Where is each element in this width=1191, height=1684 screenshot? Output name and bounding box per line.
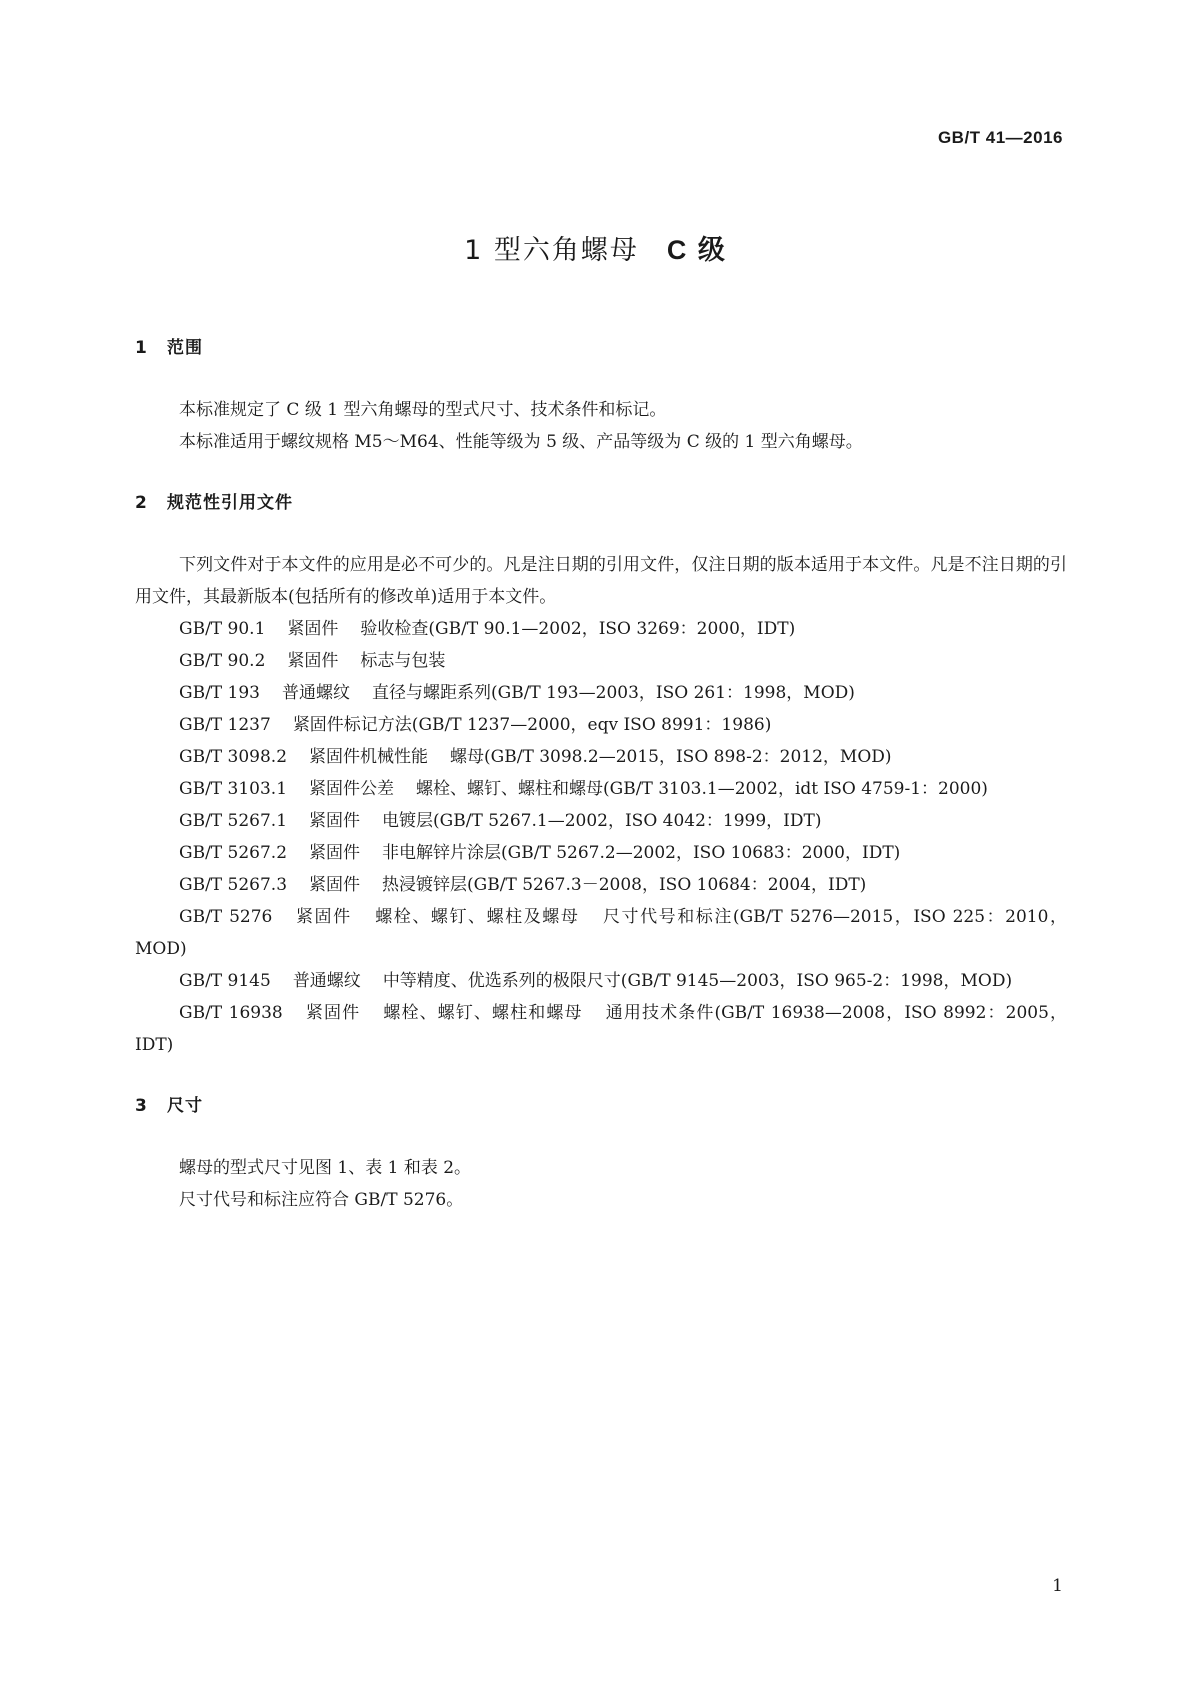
reference-subtitle: 螺栓、螺钉、螺柱和螺母 <box>382 1003 583 1023</box>
reference-subtitle: 非电解锌片涂层(GB/T 5267.2—2002，ISO 10683：2000，IDT) <box>382 843 901 863</box>
reference-code: GB/T 3103.1 <box>179 779 288 799</box>
document-title <box>0 228 1191 267</box>
reference-title: 紧固件机械性能 <box>309 747 429 767</box>
reference-item <box>135 965 1067 997</box>
reference-item <box>135 741 1067 773</box>
reference-title: 紧固件 <box>309 811 361 831</box>
paragraph: 本标准规定了 C 级 1 型六角螺母的型式尺寸、技术条件和标记。 <box>179 400 667 420</box>
reference-item <box>135 613 1067 645</box>
standard-code: GB/T 41—2016 <box>937 128 1063 147</box>
reference-item <box>135 901 1067 965</box>
paragraph: 尺寸代号和标注应符合 GB/T 5276。 <box>179 1190 464 1210</box>
section-heading-references <box>135 487 1067 519</box>
reference-title: 紧固件 <box>287 619 339 639</box>
references-intro: 下列文件对于本文件的应用是必不可少的。凡是注日期的引用文件，仅注日期的版本适用于本文件。凡是不注日期的引用文件，其最新版本(包括所有的修改单)适用于本文件。 <box>135 555 1067 607</box>
reference-code: GB/T 5267.3 <box>179 875 288 895</box>
reference-code: GB/T 3098.2 <box>179 747 288 767</box>
reference-item <box>135 709 1067 741</box>
reference-subtitle: 标志与包装 <box>360 651 446 671</box>
reference-subtitle-2: 通用技术条件(GB/T 16938—2008，ISO 8992：2005，IDT) <box>135 1003 1068 1055</box>
reference-subtitle: 直径与螺距系列(GB/T 193—2003，ISO 261：1998，MOD) <box>372 683 855 703</box>
reference-subtitle: 螺栓、螺钉、螺柱和螺母(GB/T 3103.1—2002，idt ISO 4759-1：2000) <box>416 779 988 799</box>
section-number: 1 <box>135 338 148 358</box>
reference-title: 紧固件 <box>309 875 361 895</box>
section-number: 2 <box>135 493 148 513</box>
title-grade: C 级 <box>666 235 727 265</box>
reference-code: GB/T 9145 <box>179 971 271 991</box>
section-heading-scope <box>135 332 1067 364</box>
reference-item <box>135 645 1067 677</box>
reference-item <box>135 773 1067 805</box>
reference-title: 普通螺纹 <box>292 971 361 991</box>
reference-subtitle: 验收检查(GB/T 90.1—2002，ISO 3269：2000，IDT) <box>360 619 796 639</box>
title-main: 1 型六角螺母 <box>464 235 639 266</box>
section-heading-dimensions <box>135 1090 1067 1122</box>
reference-subtitle: 中等精度、优选系列的极限尺寸(GB/T 9145—2003，ISO 965-2：1998，MOD) <box>382 971 1013 991</box>
section-title: 尺寸 <box>167 1096 203 1116</box>
reference-code: GB/T 1237 <box>179 715 271 735</box>
reference-code: GB/T 5267.1 <box>179 811 288 831</box>
reference-code: GB/T 90.1 <box>179 619 266 639</box>
reference-item <box>135 805 1067 837</box>
paragraph: 本标准适用于螺纹规格 M5～M64、性能等级为 5 级、产品等级为 C 级的 1 型六角螺母。 <box>179 432 863 452</box>
page-number: 1 <box>1052 1576 1063 1596</box>
reference-code: GB/T 5276 <box>179 907 273 927</box>
reference-title: 紧固件标记方法(GB/T 1237—2000，eqv ISO 8991：1986) <box>292 715 772 735</box>
reference-code: GB/T 5267.2 <box>179 843 288 863</box>
reference-subtitle: 电镀层(GB/T 5267.1—2002，ISO 4042：1999，IDT) <box>382 811 822 831</box>
reference-item <box>135 997 1067 1061</box>
reference-subtitle-2: 尺寸代号和标注(GB/T 5276—2015，ISO 225：2010，MOD) <box>135 907 1068 959</box>
reference-title: 普通螺纹 <box>282 683 350 703</box>
reference-subtitle: 热浸镀锌层(GB/T 5267.3－2008，ISO 10684：2004，IDT) <box>382 875 867 895</box>
reference-code: GB/T 16938 <box>179 1003 283 1023</box>
reference-title: 紧固件 <box>294 907 352 927</box>
section-number: 3 <box>135 1096 148 1116</box>
reference-title: 紧固件 <box>304 1003 361 1023</box>
reference-code: GB/T 193 <box>179 683 260 703</box>
paragraph: 螺母的型式尺寸见图 1、表 1 和表 2。 <box>179 1158 472 1178</box>
reference-item <box>135 677 1067 709</box>
reference-title: 紧固件 <box>309 843 361 863</box>
reference-subtitle: 螺栓、螺钉、螺柱及螺母 <box>373 907 580 927</box>
reference-code: GB/T 90.2 <box>179 651 266 671</box>
section-title: 规范性引用文件 <box>167 493 293 513</box>
reference-subtitle: 螺母(GB/T 3098.2—2015，ISO 898-2：2012，MOD) <box>450 747 892 767</box>
reference-title: 紧固件 <box>287 651 339 671</box>
document-body <box>135 332 1067 1216</box>
reference-title: 紧固件公差 <box>309 779 395 799</box>
reference-item <box>135 869 1067 901</box>
reference-item <box>135 837 1067 869</box>
section-title: 范围 <box>167 338 203 358</box>
